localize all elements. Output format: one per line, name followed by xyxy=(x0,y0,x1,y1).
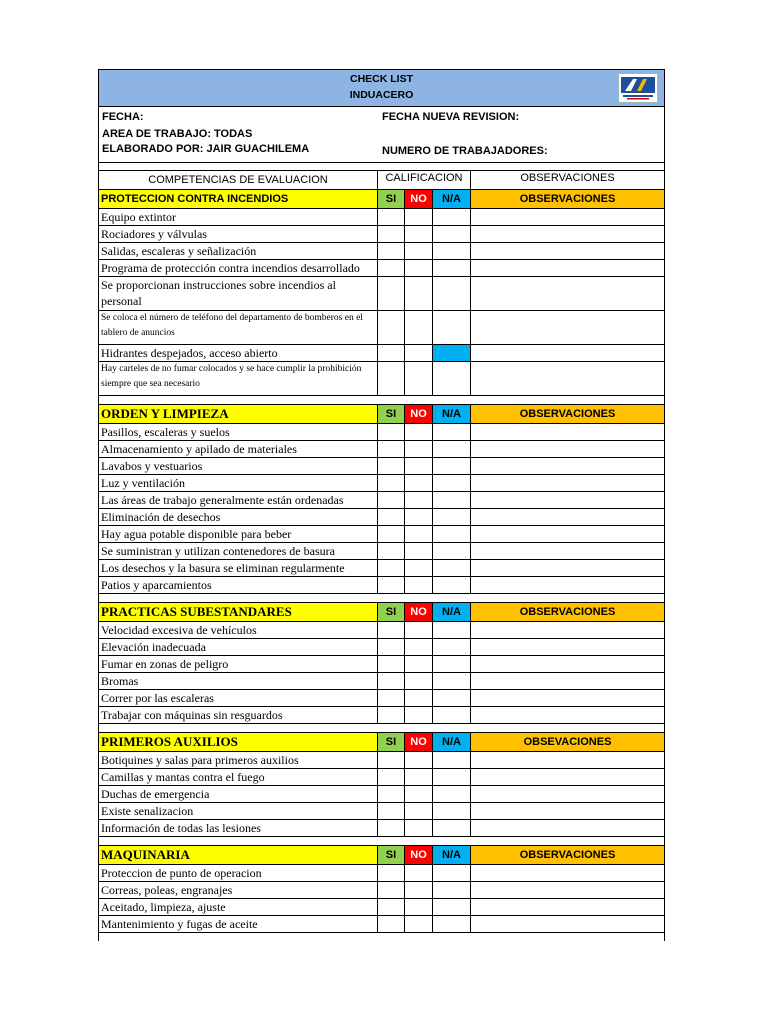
checklist-item: Luz y ventilación xyxy=(99,475,377,492)
observation-cell[interactable] xyxy=(470,243,664,260)
si-checkbox-cell[interactable] xyxy=(377,260,404,277)
observation-cell[interactable] xyxy=(470,345,664,362)
observation-cell[interactable] xyxy=(470,786,664,803)
section-spacer xyxy=(99,594,664,603)
checklist-item: Información de todas las lesiones xyxy=(99,820,377,837)
na-column-header: N/A xyxy=(432,603,470,622)
si-checkbox-cell[interactable] xyxy=(377,543,404,560)
no-column-header: NO xyxy=(404,190,432,209)
si-checkbox-cell[interactable] xyxy=(377,786,404,803)
checklist-header xyxy=(98,69,665,107)
checklist-item: Bromas xyxy=(99,673,377,690)
na-column-header: N/A xyxy=(432,733,470,752)
observation-cell[interactable] xyxy=(470,543,664,560)
checklist-item: Se proporcionan instrucciones sobre incendios al personal xyxy=(99,277,377,311)
observation-cell[interactable] xyxy=(470,475,664,492)
no-checkbox-cell[interactable] xyxy=(404,690,432,707)
si-column-header: SI xyxy=(377,405,404,424)
na-checkbox-cell[interactable] xyxy=(432,707,470,724)
si-checkbox-cell[interactable] xyxy=(377,226,404,243)
induacero-logo-icon xyxy=(618,73,658,103)
observation-cell[interactable] xyxy=(470,656,664,673)
si-checkbox-cell[interactable] xyxy=(377,639,404,656)
observation-cell[interactable] xyxy=(470,509,664,526)
no-checkbox-cell[interactable] xyxy=(404,560,432,577)
si-checkbox-cell[interactable] xyxy=(377,209,404,226)
section-spacer xyxy=(99,837,664,846)
no-checkbox-cell[interactable] xyxy=(404,899,432,916)
observaciones-column-header: OBSERVACIONES xyxy=(470,405,664,424)
si-checkbox-cell[interactable] xyxy=(377,424,404,441)
si-checkbox-cell[interactable] xyxy=(377,526,404,543)
si-checkbox-cell[interactable] xyxy=(377,277,404,311)
si-checkbox-cell[interactable] xyxy=(377,509,404,526)
si-checkbox-cell[interactable] xyxy=(377,441,404,458)
no-checkbox-cell[interactable] xyxy=(404,260,432,277)
observaciones-column-header: OBSERVACIONES xyxy=(470,603,664,622)
si-checkbox-cell[interactable] xyxy=(377,707,404,724)
si-checkbox-cell[interactable] xyxy=(377,458,404,475)
no-checkbox-cell[interactable] xyxy=(404,752,432,769)
no-checkbox-cell[interactable] xyxy=(404,345,432,362)
observation-cell[interactable] xyxy=(470,260,664,277)
na-checkbox-cell[interactable] xyxy=(432,362,470,396)
area-trabajo-label: AREA DE TRABAJO: TODAS xyxy=(102,128,253,140)
document-info xyxy=(98,107,665,163)
na-checkbox-cell[interactable] xyxy=(432,260,470,277)
column-header-observaciones: OBSERVACIONES xyxy=(470,171,664,190)
checklist-item: Pasillos, escaleras y suelos xyxy=(99,424,377,441)
checklist-item: Salidas, escaleras y señalización xyxy=(99,243,377,260)
no-column-header: NO xyxy=(404,603,432,622)
no-checkbox-cell[interactable] xyxy=(404,209,432,226)
na-checkbox-cell[interactable] xyxy=(432,492,470,509)
na-checkbox-cell[interactable] xyxy=(432,769,470,786)
checklist-item: Hidrantes despejados, acceso abierto xyxy=(99,345,377,362)
checklist-item: Trabajar con máquinas sin resguardos xyxy=(99,707,377,724)
na-checkbox-cell[interactable] xyxy=(432,243,470,260)
si-checkbox-cell[interactable] xyxy=(377,492,404,509)
si-checkbox-cell[interactable] xyxy=(377,577,404,594)
checklist-item: Correr por las escaleras xyxy=(99,690,377,707)
fecha-label: FECHA: xyxy=(102,111,144,123)
si-checkbox-cell[interactable] xyxy=(377,882,404,899)
observation-cell[interactable] xyxy=(470,916,664,933)
checklist-item: Proteccion de punto de operacion xyxy=(99,865,377,882)
si-checkbox-cell[interactable] xyxy=(377,803,404,820)
section-title: MAQUINARIA xyxy=(99,846,377,865)
si-checkbox-cell[interactable] xyxy=(377,916,404,933)
no-checkbox-cell[interactable] xyxy=(404,277,432,311)
na-checkbox-cell[interactable] xyxy=(432,673,470,690)
na-column-header: N/A xyxy=(432,405,470,424)
na-checkbox-cell[interactable] xyxy=(432,899,470,916)
company-name: INDUACERO xyxy=(349,89,414,101)
observation-cell[interactable] xyxy=(470,707,664,724)
na-checkbox-cell[interactable] xyxy=(432,345,470,362)
no-checkbox-cell[interactable] xyxy=(404,820,432,837)
na-checkbox-cell[interactable] xyxy=(432,226,470,243)
observation-cell[interactable] xyxy=(470,639,664,656)
na-column-header: N/A xyxy=(432,190,470,209)
observaciones-column-header: OBSERVACIONES xyxy=(470,846,664,865)
checklist-item: Duchas de emergencia xyxy=(99,786,377,803)
checklist-item: Velocidad excesiva de vehículos xyxy=(99,622,377,639)
no-checkbox-cell[interactable] xyxy=(404,673,432,690)
observaciones-column-header: OBSERVACIONES xyxy=(470,190,664,209)
no-checkbox-cell[interactable] xyxy=(404,656,432,673)
na-checkbox-cell[interactable] xyxy=(432,458,470,475)
column-header-calificacion: CALIFICACION xyxy=(377,171,470,190)
no-column-header: NO xyxy=(404,733,432,752)
observation-cell[interactable] xyxy=(470,226,664,243)
observation-cell[interactable] xyxy=(470,526,664,543)
si-checkbox-cell[interactable] xyxy=(377,475,404,492)
na-checkbox-cell[interactable] xyxy=(432,752,470,769)
si-checkbox-cell[interactable] xyxy=(377,311,404,345)
no-checkbox-cell[interactable] xyxy=(404,707,432,724)
checklist-item: Elevación inadecuada xyxy=(99,639,377,656)
na-checkbox-cell[interactable] xyxy=(432,639,470,656)
na-checkbox-cell[interactable] xyxy=(432,690,470,707)
checklist-item: Camillas y mantas contra el fuego xyxy=(99,769,377,786)
checklist-item: Eliminación de desechos xyxy=(99,509,377,526)
no-checkbox-cell[interactable] xyxy=(404,769,432,786)
checklist-item: Botiquines y salas para primeros auxilios xyxy=(99,752,377,769)
no-checkbox-cell[interactable] xyxy=(404,311,432,345)
si-column-header: SI xyxy=(377,846,404,865)
observation-cell[interactable] xyxy=(470,492,664,509)
na-column-header: N/A xyxy=(432,846,470,865)
checklist-item: Rociadores y válvulas xyxy=(99,226,377,243)
si-checkbox-cell[interactable] xyxy=(377,345,404,362)
checklist-item: Aceitado, limpieza, ajuste xyxy=(99,899,377,916)
observation-cell[interactable] xyxy=(470,673,664,690)
na-checkbox-cell[interactable] xyxy=(432,424,470,441)
checklist-item: Hay carteles de no fumar colocados y se hace cumplir la prohibición siempre que sea necesario xyxy=(99,362,377,396)
no-checkbox-cell[interactable] xyxy=(404,492,432,509)
si-column-header: SI xyxy=(377,733,404,752)
na-checkbox-cell[interactable] xyxy=(432,526,470,543)
observation-cell[interactable] xyxy=(470,362,664,396)
si-checkbox-cell[interactable] xyxy=(377,362,404,396)
no-checkbox-cell[interactable] xyxy=(404,243,432,260)
si-column-header: SI xyxy=(377,190,404,209)
table-tail xyxy=(99,933,664,941)
si-checkbox-cell[interactable] xyxy=(377,243,404,260)
na-checkbox-cell[interactable] xyxy=(432,441,470,458)
checklist-title: CHECK LIST xyxy=(350,73,413,85)
no-column-header: NO xyxy=(404,846,432,865)
si-checkbox-cell[interactable] xyxy=(377,690,404,707)
checklist-grid xyxy=(98,171,665,941)
no-checkbox-cell[interactable] xyxy=(404,543,432,560)
no-checkbox-cell[interactable] xyxy=(404,226,432,243)
si-checkbox-cell[interactable] xyxy=(377,820,404,837)
observation-cell[interactable] xyxy=(470,899,664,916)
observation-cell[interactable] xyxy=(470,622,664,639)
no-checkbox-cell[interactable] xyxy=(404,362,432,396)
si-checkbox-cell[interactable] xyxy=(377,673,404,690)
na-checkbox-cell[interactable] xyxy=(432,622,470,639)
observation-cell[interactable] xyxy=(470,752,664,769)
no-checkbox-cell[interactable] xyxy=(404,577,432,594)
observation-cell[interactable] xyxy=(470,577,664,594)
no-checkbox-cell[interactable] xyxy=(404,526,432,543)
observation-cell[interactable] xyxy=(470,769,664,786)
si-checkbox-cell[interactable] xyxy=(377,752,404,769)
na-checkbox-cell[interactable] xyxy=(432,820,470,837)
fecha-nueva-revision-label: FECHA NUEVA REVISION: xyxy=(382,111,520,123)
no-checkbox-cell[interactable] xyxy=(404,803,432,820)
na-checkbox-cell[interactable] xyxy=(432,560,470,577)
na-checkbox-cell[interactable] xyxy=(432,803,470,820)
section-title: PROTECCION CONTRA INCENDIOS xyxy=(99,190,377,209)
no-checkbox-cell[interactable] xyxy=(404,882,432,899)
section-spacer xyxy=(99,724,664,733)
si-column-header: SI xyxy=(377,603,404,622)
column-header-competencias: COMPETENCIAS DE EVALUACION xyxy=(99,171,377,190)
no-checkbox-cell[interactable] xyxy=(404,509,432,526)
observation-cell[interactable] xyxy=(470,441,664,458)
observation-cell[interactable] xyxy=(470,803,664,820)
observation-cell[interactable] xyxy=(470,560,664,577)
checklist-item: Correas, poleas, engranajes xyxy=(99,882,377,899)
observation-cell[interactable] xyxy=(470,690,664,707)
checklist-item: Equipo extintor xyxy=(99,209,377,226)
section-spacer xyxy=(99,396,664,405)
elaborado-por-label: ELABORADO POR: JAIR GUACHILEMA xyxy=(102,143,310,155)
checklist-item: Fumar en zonas de peligro xyxy=(99,656,377,673)
no-checkbox-cell[interactable] xyxy=(404,424,432,441)
na-checkbox-cell[interactable] xyxy=(432,916,470,933)
no-checkbox-cell[interactable] xyxy=(404,916,432,933)
no-checkbox-cell[interactable] xyxy=(404,475,432,492)
si-checkbox-cell[interactable] xyxy=(377,769,404,786)
checklist-item: Hay agua potable disponible para beber xyxy=(99,526,377,543)
no-checkbox-cell[interactable] xyxy=(404,786,432,803)
observation-cell[interactable] xyxy=(470,820,664,837)
na-checkbox-cell[interactable] xyxy=(432,786,470,803)
no-checkbox-cell[interactable] xyxy=(404,639,432,656)
observation-cell[interactable] xyxy=(470,311,664,345)
checklist-item: Patios y aparcamientos xyxy=(99,577,377,594)
na-checkbox-cell[interactable] xyxy=(432,311,470,345)
observaciones-column-header: OBSEVACIONES xyxy=(470,733,664,752)
observation-cell[interactable] xyxy=(470,424,664,441)
observation-cell[interactable] xyxy=(470,458,664,475)
checklist-item: Almacenamiento y apilado de materiales xyxy=(99,441,377,458)
observation-cell[interactable] xyxy=(470,882,664,899)
checklist-sheet xyxy=(98,69,665,941)
checklist-item: Programa de protección contra incendios desarrollado xyxy=(99,260,377,277)
si-checkbox-cell[interactable] xyxy=(377,899,404,916)
na-checkbox-cell[interactable] xyxy=(432,509,470,526)
no-checkbox-cell[interactable] xyxy=(404,622,432,639)
na-checkbox-cell[interactable] xyxy=(432,865,470,882)
na-checkbox-cell[interactable] xyxy=(432,475,470,492)
checklist-item: Existe senalizacion xyxy=(99,803,377,820)
no-column-header: NO xyxy=(404,405,432,424)
no-checkbox-cell[interactable] xyxy=(404,865,432,882)
observation-cell[interactable] xyxy=(470,277,664,311)
na-checkbox-cell[interactable] xyxy=(432,656,470,673)
na-checkbox-cell[interactable] xyxy=(432,543,470,560)
na-checkbox-cell[interactable] xyxy=(432,277,470,311)
section-title: ORDEN Y LIMPIEZA xyxy=(99,405,377,424)
si-checkbox-cell[interactable] xyxy=(377,622,404,639)
observation-cell[interactable] xyxy=(470,209,664,226)
spacer-row xyxy=(98,163,665,171)
checklist-item: Se suministran y utilizan contenedores de basura xyxy=(99,543,377,560)
section-title: PRACTICAS SUBESTANDARES xyxy=(99,603,377,622)
checklist-item: Lavabos y vestuarios xyxy=(99,458,377,475)
checklist-item: Las áreas de trabajo generalmente están ordenadas xyxy=(99,492,377,509)
no-checkbox-cell[interactable] xyxy=(404,441,432,458)
numero-trabajadores-label: NUMERO DE TRABAJADORES: xyxy=(382,145,548,157)
observation-cell[interactable] xyxy=(470,865,664,882)
no-checkbox-cell[interactable] xyxy=(404,458,432,475)
na-checkbox-cell[interactable] xyxy=(432,882,470,899)
na-checkbox-cell[interactable] xyxy=(432,577,470,594)
si-checkbox-cell[interactable] xyxy=(377,865,404,882)
checklist-item: Se coloca el número de teléfono del departamento de bomberos en el tablero de anuncios xyxy=(99,311,377,345)
si-checkbox-cell[interactable] xyxy=(377,560,404,577)
section-title: PRIMEROS AUXILIOS xyxy=(99,733,377,752)
si-checkbox-cell[interactable] xyxy=(377,656,404,673)
checklist-item: Los desechos y la basura se eliminan regularmente xyxy=(99,560,377,577)
checklist-item: Mantenimiento y fugas de aceite xyxy=(99,916,377,933)
na-checkbox-cell[interactable] xyxy=(432,209,470,226)
